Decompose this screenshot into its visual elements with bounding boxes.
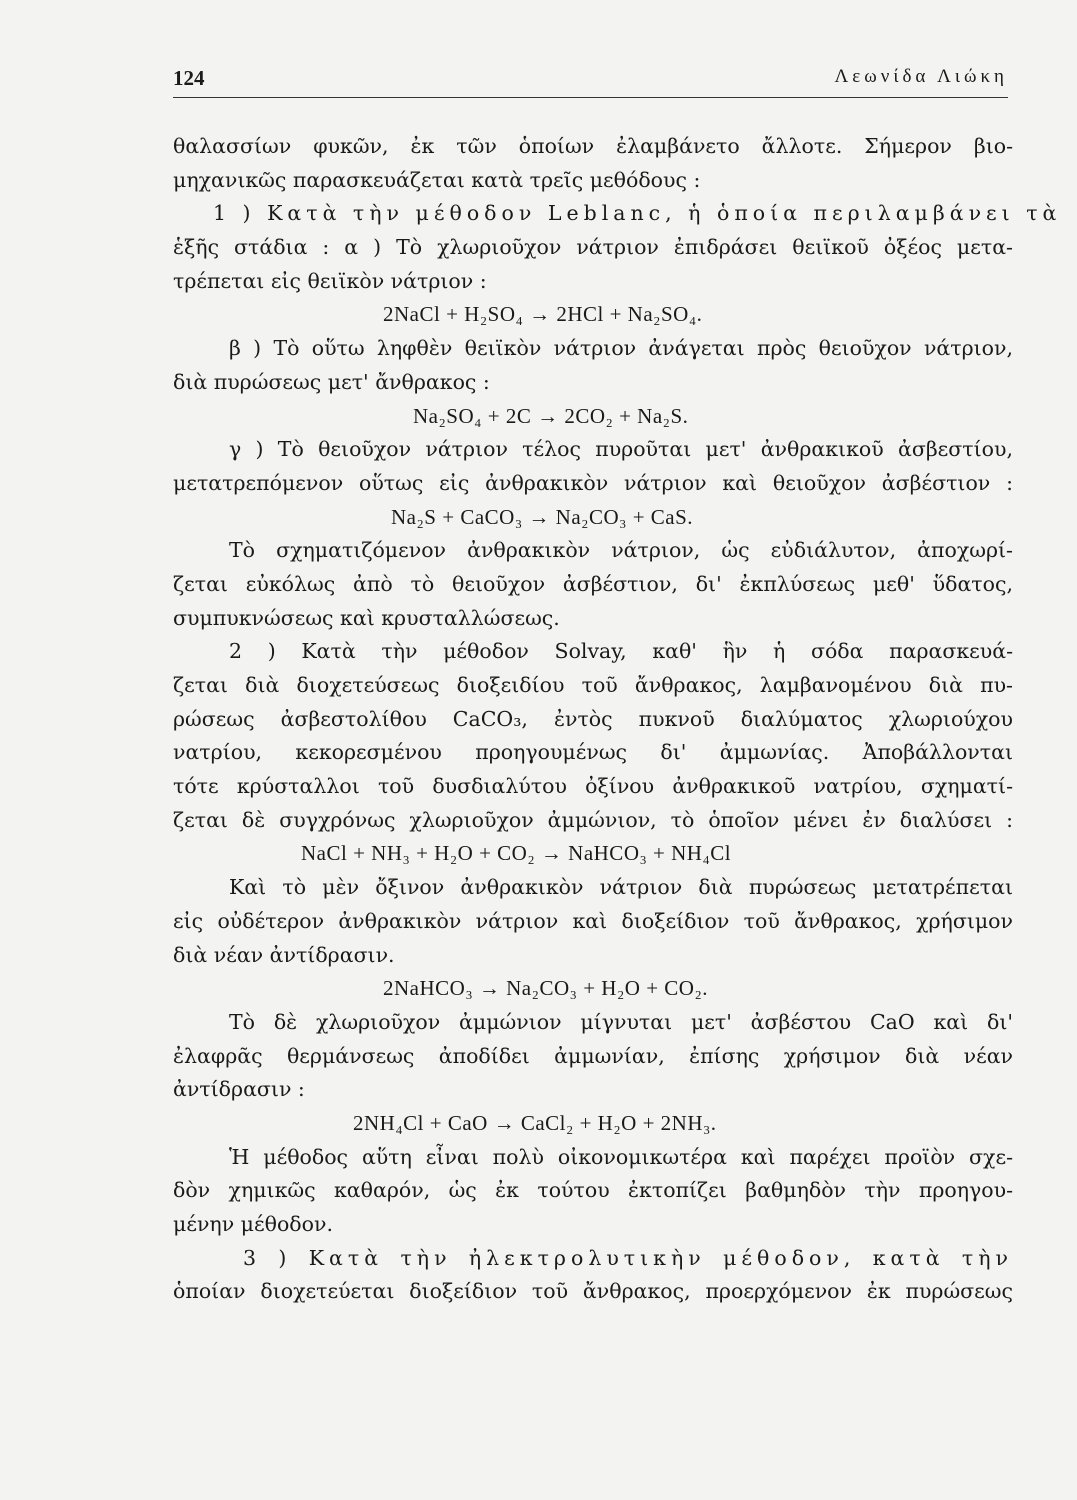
text-line: ζεται διὰ διοχετεύσεως διοξειδίου τοῦ ἄνθρακος, λαμβανομένου διὰ πυ- [173,673,1013,697]
text-line: θαλασσίων φυκῶν, ἐκ τῶν ὁποίων ἐλαμβάνετο ἄλλοτε. Σήμερον βιο- [173,134,1013,158]
text-line: τρέπεται εἰς θειϊκὸν νάτριον : [173,268,487,293]
text-line: β ) Τὸ οὕτω ληφθὲν θειϊκὸν νάτριον ἀνάγεται πρὸς θειοῦχον νάτριον, [229,336,1013,361]
page-number: 124 [173,66,205,90]
text-line: γ ) Τὸ θειοῦχον νάτριον τέλος πυροῦται μετ' ἀνθρακικοῦ ἀσβεστίου, [229,437,1013,462]
text-line: ζεται εὐκόλως ἀπὸ τὸ θειοῦχον ἀσβέστιον, δι' ἐκπλύσεως μεθ' ὕδατος, [173,571,1013,596]
text-line: 1 ) Κατὰ τὴν μέθοδον Leblanc, ἡ ὁποία περιλαμβάνει τὰ [213,201,1062,226]
header-rule [173,97,1008,98]
text-line: διὰ πυρώσεως μετ' ἄνθρακος : [173,369,490,394]
running-head: Λεωνίδα Λιώκη [834,66,1008,87]
chemical-equation: 2NH₄Cl + CaO → CaCl₂ + H₂O + 2NH₃. [353,1110,717,1135]
text-line: ἐλαφρᾶς θερμάνσεως ἀποδίδει ἀμμωνίαν, ἐπίσης χρήσιμον διὰ νέαν [173,1043,1013,1068]
body-text [173,130,1062,1309]
text-line: ὁποίαν διοχετεύεται διοξείδιον τοῦ ἄνθρακος, προερχόμενον ἐκ πυρώσεως [173,1279,1013,1304]
text-line: ζεται δὲ συγχρόνως χλωριοῦχον ἀμμώνιον, τὸ ὁποῖον μένει ἐν διαλύσει : [173,807,1013,832]
text-line: ρώσεως ἀσβεστολίθου CaCO₃, ἐντὸς πυκνοῦ διαλύματος χλωριούχου [173,706,1013,731]
text-line: μετατρεπόμενον οὕτως εἰς ἀνθρακικὸν νάτριον καὶ θειοῦχον ἀσβέστιον : [173,470,1013,495]
chemical-equation: Na₂SO₄ + 2C → 2CO₂ + Na₂S. [413,403,689,428]
text-line: Τὸ σχηματιζόμενον ἀνθρακικὸν νάτριον, ὡς εὐδιάλυτον, ἀποχωρί- [229,538,1013,563]
text-line: συμπυκνώσεως καὶ κρυσταλλώσεως. [173,605,560,630]
text-line: μηχανικῶς παρασκευάζεται κατὰ τρεῖς μεθόδους : [173,167,701,192]
text-line: νατρίου, κεκορεσμένου προηγουμένως δι' ἀμμωνίας. Ἀποβάλλονται [173,740,1013,765]
text-line: διὰ νέαν ἀντίδρασιν. [173,942,395,967]
chemical-equation: NaCl + NH₃ + H₂O + CO₂ → NaHCO₃ + NH₄Cl [301,841,732,866]
text-line: μένην μέθοδον. [173,1212,333,1236]
text-line: ἀντίδρασιν : [173,1077,305,1102]
text-line: εἰς οὐδέτερον ἀνθρακικὸν νάτριον καὶ διοξείδιον τοῦ ἄνθρακος, χρήσιμον [173,908,1013,933]
text-line: 3 ) Κατὰ τὴν ἠλεκτρολυτικὴν μέθοδον, κατὰ τὴν [243,1245,1013,1270]
chemical-equation: 2NaCl + H₂SO₄ → 2HCl + Na₂SO₄. [383,302,703,327]
chemical-equation: Na₂S + CaCO₃ → Na₂CO₃ + CaS. [391,504,694,529]
text-line: Τὸ δὲ χλωριοῦχον ἀμμώνιον μίγνυται μετ' ἀσβέστου CaO καὶ δι' [229,1009,1013,1034]
chemical-equation: 2NaHCO₃ → Na₂CO₃ + H₂O + CO₂. [383,976,709,1001]
text-line: Ἡ μέθοδος αὕτη εἶναι πολὺ οἰκονομικωτέρα καὶ παρέχει προϊὸν σχε- [229,1144,1013,1169]
text-line: Καὶ τὸ μὲν ὄξινον ἀνθρακικὸν νάτριον διὰ πυρώσεως μετατρέπεται [229,875,1013,900]
text-line: δὸν χημικῶς καθαρόν, ὡς ἐκ τούτου ἐκτοπίζει βαθμηδὸν τὴν προηγου- [173,1178,1013,1203]
text-line: ἑξῆς στάδια : α ) Τὸ χλωριοῦχον νάτριον ἐπιδράσει θειϊκοῦ ὀξέος μετα- [173,235,1013,260]
page-header [173,66,1008,96]
text-line: 2 ) Κατὰ τὴν μέθοδον Solvay, καθ' ἣν ἡ σόδα παρασκευά- [229,639,1013,664]
text-line: τότε κρύσταλλοι τοῦ δυσδιαλύτου ὀξίνου ἀνθρακικοῦ νατρίου, σχηματί- [173,774,1013,799]
